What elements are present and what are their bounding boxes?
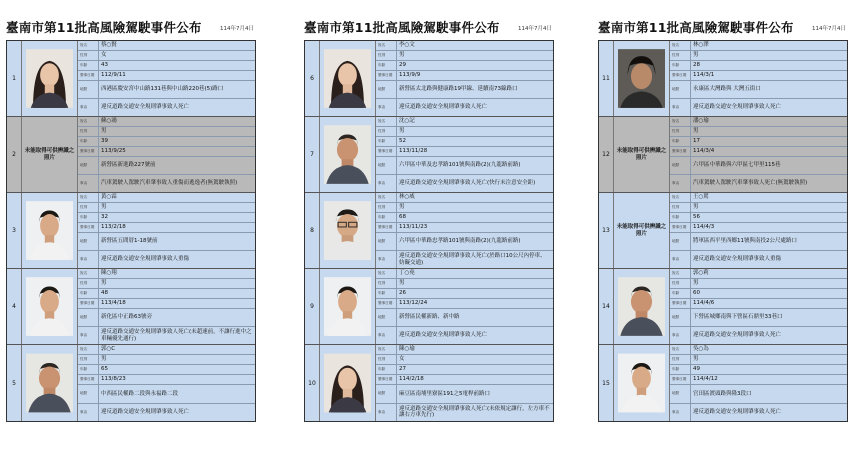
label-name: 姓名 — [670, 269, 691, 278]
driver-fields — [376, 117, 553, 192]
incident-place: 新化區中正路63號旁 — [101, 314, 152, 321]
driver-gender: 男 — [101, 356, 107, 363]
incident-place: 官田區渡頭路與隆3段口 — [693, 390, 752, 397]
label-offense: 事由 — [376, 99, 397, 116]
incident-date: 114/3/4 — [693, 148, 715, 155]
label-age: 年齡 — [78, 61, 99, 70]
label-gender: 性別 — [670, 355, 691, 364]
label-name: 姓名 — [78, 345, 99, 354]
driver-photo-cell — [22, 117, 78, 192]
entry-number: 5 — [7, 345, 22, 421]
photo-female — [324, 44, 371, 113]
driver-name: 李○文 — [399, 42, 415, 49]
photo-male-older — [324, 120, 371, 189]
driver-table — [304, 40, 554, 422]
driver-name: 沈○記 — [399, 118, 415, 125]
label-age: 年齡 — [670, 213, 691, 222]
driver-age: 29 — [399, 62, 406, 69]
driver-age: 56 — [693, 214, 700, 221]
incident-place: 六甲區中華路忠孝路101號與南路(2)(九龍路前路) — [399, 238, 521, 245]
label-name: 姓名 — [376, 193, 397, 202]
driver-name: 黃○霖 — [101, 194, 117, 201]
incident-date: 113/4/18 — [101, 300, 126, 307]
offense-description: 違反道路交通安全規則肇事致人死亡(快行未注意安全距) — [399, 180, 536, 187]
driver-entry — [305, 117, 553, 193]
driver-age: 68 — [399, 214, 406, 221]
driver-age: 32 — [101, 214, 108, 221]
driver-entry — [7, 345, 255, 421]
label-name: 姓名 — [670, 41, 691, 50]
driver-fields — [376, 269, 553, 344]
incident-place: 西港區慶安宮中山路131巷與中山路220巷(5)路口 — [101, 86, 224, 93]
incident-place: 中西區民權路二段與永福路二段 — [101, 390, 179, 397]
driver-photo-cell — [320, 193, 376, 268]
driver-photo-cell — [22, 345, 78, 421]
label-age: 年齡 — [78, 365, 99, 374]
label-name: 姓名 — [376, 345, 397, 354]
driver-age: 27 — [399, 366, 406, 373]
label-name: 姓名 — [376, 269, 397, 278]
label-name: 姓名 — [670, 117, 691, 126]
label-date: 肇事日期 — [78, 299, 99, 308]
driver-entry — [305, 269, 553, 345]
no-photo-note: 未能取得可供辨識之照片 — [616, 147, 667, 161]
offense-description: 汽車駕駛人駕駛汽車肇事致人死亡(無駕駛執照) — [693, 180, 808, 187]
label-gender: 性別 — [78, 127, 99, 136]
driver-entry — [7, 269, 255, 345]
offense-description: 違反道路交通安全規則肇事致人重傷 — [693, 256, 782, 263]
driver-entry — [305, 41, 553, 117]
label-date: 肇事日期 — [376, 223, 397, 232]
offense-description: 違反道路交通安全規則肇事致人死亡(未超速前，不讓行進中之車輛優先通行) — [101, 329, 252, 342]
label-gender: 性別 — [78, 203, 99, 212]
label-place: 地點 — [670, 157, 691, 174]
driver-photo-cell — [320, 345, 376, 421]
label-gender: 性別 — [376, 279, 397, 288]
offense-description: 違反道路交通安全規則肇事致人死亡 — [101, 104, 190, 111]
announcement-page-3 — [598, 14, 848, 416]
driver-fields — [670, 117, 847, 192]
incident-place: 新營區太北路與健康路19甲線、延續南73線路口 — [399, 86, 518, 93]
driver-name: 郭○C — [101, 346, 116, 353]
label-gender: 性別 — [376, 127, 397, 136]
label-name: 姓名 — [78, 117, 99, 126]
driver-name: 陳○瑜 — [399, 346, 415, 353]
entry-number: 15 — [599, 345, 614, 421]
label-gender: 性別 — [670, 127, 691, 136]
label-age: 年齡 — [376, 213, 397, 222]
driver-age: 43 — [101, 62, 108, 69]
label-offense: 事由 — [78, 404, 99, 422]
driver-age: 26 — [399, 290, 406, 297]
photo-male-older — [618, 272, 665, 341]
driver-gender: 男 — [693, 52, 699, 59]
label-offense: 事由 — [670, 175, 691, 192]
entry-number: 11 — [599, 41, 614, 116]
label-offense: 事由 — [376, 175, 397, 192]
label-gender: 性別 — [78, 279, 99, 288]
incident-place: 將軍區西平里西鄉11號與南投2公尺處路口 — [693, 238, 797, 245]
label-gender: 性別 — [670, 203, 691, 212]
driver-gender: 男 — [101, 280, 107, 287]
photo-male-older — [26, 348, 73, 418]
photo-male-dark — [618, 44, 665, 113]
driver-age: 39 — [101, 138, 108, 145]
label-age: 年齡 — [670, 289, 691, 298]
incident-date: 113/11/23 — [399, 224, 428, 231]
driver-name: 陳○翔 — [101, 270, 117, 277]
driver-fields — [670, 269, 847, 344]
label-place: 地點 — [78, 309, 99, 326]
entry-number: 4 — [7, 269, 22, 344]
page-title: 臺南市第11批高風險駕駛事件公布 — [598, 20, 794, 35]
label-age: 年齡 — [78, 289, 99, 298]
label-date: 肇事日期 — [376, 375, 397, 384]
driver-fields — [376, 41, 553, 116]
driver-age: 60 — [693, 290, 700, 297]
driver-fields — [78, 117, 255, 192]
label-offense: 事由 — [376, 327, 397, 344]
label-age: 年齡 — [670, 61, 691, 70]
label-name: 姓名 — [78, 41, 99, 50]
label-date: 肇事日期 — [376, 71, 397, 80]
entry-number: 12 — [599, 117, 614, 192]
driver-entry — [599, 193, 847, 269]
label-age: 年齡 — [376, 289, 397, 298]
driver-table — [6, 40, 256, 422]
driver-name: 丁○堯 — [399, 270, 415, 277]
page-date: 114年7月4日 — [518, 26, 552, 32]
incident-date: 113/11/28 — [399, 148, 428, 155]
driver-photo-cell — [614, 345, 670, 421]
label-offense: 事由 — [376, 404, 397, 422]
label-date: 肇事日期 — [78, 71, 99, 80]
driver-fields — [78, 269, 255, 344]
label-date: 肇事日期 — [670, 299, 691, 308]
label-place: 地點 — [78, 385, 99, 403]
incident-place: 新營區五間厝1-18號前 — [101, 238, 158, 245]
label-place: 地點 — [78, 157, 99, 174]
label-gender: 性別 — [376, 51, 397, 60]
announcement-page-1 — [6, 14, 256, 416]
entry-number: 1 — [7, 41, 22, 116]
incident-place: 麻豆區南埔里寮區191之5電桿前路口 — [399, 390, 490, 397]
label-place: 地點 — [670, 309, 691, 326]
driver-fields — [670, 345, 847, 421]
driver-fields — [78, 193, 255, 268]
incident-date: 114/4/12 — [693, 376, 718, 383]
driver-age: 65 — [101, 366, 108, 373]
driver-entry — [7, 117, 255, 193]
label-age: 年齡 — [78, 137, 99, 146]
label-place: 地點 — [376, 233, 397, 250]
label-place: 地點 — [670, 233, 691, 250]
incident-date: 112/9/11 — [101, 72, 126, 79]
incident-date: 114/4/6 — [693, 300, 715, 307]
driver-photo-cell — [614, 117, 670, 192]
photo-male — [324, 272, 371, 341]
photo-male — [26, 196, 73, 265]
driver-fields — [670, 41, 847, 116]
driver-photo-cell — [614, 193, 670, 268]
label-gender: 性別 — [670, 51, 691, 60]
label-offense: 事由 — [78, 251, 99, 268]
driver-gender: 男 — [693, 128, 699, 135]
incident-place: 永康區大灣路與 大灣五街口 — [693, 86, 761, 93]
driver-name: 蘇○鴻 — [101, 118, 117, 125]
driver-gender: 女 — [399, 356, 405, 363]
label-age: 年齡 — [670, 365, 691, 374]
driver-name: 郭○莉 — [693, 270, 709, 277]
label-date: 肇事日期 — [376, 147, 397, 156]
driver-age: 48 — [101, 290, 108, 297]
driver-photo-cell — [22, 41, 78, 116]
label-name: 姓名 — [376, 41, 397, 50]
entry-number: 7 — [305, 117, 320, 192]
label-offense: 事由 — [670, 251, 691, 268]
offense-description: 違反道路交通安全規則肇事致人死亡(於路口10公尺內停車、妨礙交通) — [399, 253, 546, 266]
label-date: 肇事日期 — [78, 147, 99, 156]
label-gender: 性別 — [376, 355, 397, 364]
incident-place: 六甲區中華及忠孝路101號與南路(2)(九龍路前路) — [399, 162, 521, 169]
label-name: 姓名 — [670, 345, 691, 354]
driver-photo-cell — [22, 193, 78, 268]
driver-name: 林○澤 — [693, 42, 709, 49]
offense-description: 違反道路交通安全規則肇事致人死亡 — [693, 332, 782, 339]
label-date: 肇事日期 — [670, 71, 691, 80]
driver-gender: 女 — [101, 52, 107, 59]
page-title: 臺南市第11批高風險駕駛事件公布 — [304, 20, 500, 35]
offense-description: 違反道路交通安全規則肇事致人死亡 — [399, 104, 488, 111]
driver-entry — [599, 117, 847, 193]
label-offense: 事由 — [670, 99, 691, 116]
driver-entry — [599, 345, 847, 421]
label-place: 地點 — [376, 385, 397, 403]
offense-description: 違反道路交通安全規則肇事致人重傷 — [101, 256, 190, 263]
driver-gender: 男 — [399, 204, 405, 211]
entry-number: 6 — [305, 41, 320, 116]
driver-name: 潘○瑜 — [693, 118, 709, 125]
driver-age: 49 — [693, 366, 700, 373]
label-date: 肇事日期 — [670, 223, 691, 232]
incident-place: 新營區新進路227號前 — [101, 162, 156, 169]
label-place: 地點 — [376, 157, 397, 174]
incident-date: 113/9/9 — [399, 72, 421, 79]
label-age: 年齡 — [376, 61, 397, 70]
entry-number: 3 — [7, 193, 22, 268]
label-offense: 事由 — [78, 327, 99, 344]
entry-number: 13 — [599, 193, 614, 268]
label-name: 姓名 — [670, 193, 691, 202]
label-place: 地點 — [376, 309, 397, 326]
driver-entry — [599, 41, 847, 117]
photo-male — [26, 272, 73, 341]
offense-description: 違反道路交通安全規則肇事致人死亡(未依規定讓行，左方車不讓右方車先行) — [399, 406, 550, 419]
label-name: 姓名 — [376, 117, 397, 126]
driver-gender: 男 — [693, 356, 699, 363]
offense-description: 汽車駕駛人駕駛汽車肇事致人重傷而逃逸者(無駕駛執照) — [101, 180, 238, 187]
incident-place: 新營區民權新路、新中路 — [399, 314, 460, 321]
label-age: 年齡 — [376, 137, 397, 146]
label-place: 地點 — [78, 81, 99, 98]
driver-photo-cell — [320, 41, 376, 116]
label-date: 肇事日期 — [670, 375, 691, 384]
driver-fields — [376, 193, 553, 268]
label-age: 年齡 — [78, 213, 99, 222]
offense-description: 違反道路交通安全規則肇事致人死亡 — [399, 332, 488, 339]
offense-description: 違反道路交通安全規則肇事致人死亡 — [101, 409, 190, 416]
driver-entry — [599, 269, 847, 345]
driver-gender: 男 — [399, 280, 405, 287]
driver-photo-cell — [614, 41, 670, 116]
driver-photo-cell — [320, 117, 376, 192]
driver-entry — [305, 345, 553, 421]
label-gender: 性別 — [670, 279, 691, 288]
driver-photo-cell — [22, 269, 78, 344]
label-date: 肇事日期 — [670, 147, 691, 156]
no-photo-note: 未能取得可供辨識之照片 — [616, 223, 667, 237]
entry-number: 2 — [7, 117, 22, 192]
driver-entry — [7, 193, 255, 269]
label-name: 姓名 — [78, 269, 99, 278]
label-place: 地點 — [376, 81, 397, 98]
incident-date: 114/4/3 — [693, 224, 715, 231]
incident-date: 113/12/24 — [399, 300, 428, 307]
label-name: 姓名 — [78, 193, 99, 202]
label-date: 肇事日期 — [78, 223, 99, 232]
label-offense: 事由 — [670, 404, 691, 422]
photo-male — [618, 348, 665, 418]
label-gender: 性別 — [376, 203, 397, 212]
driver-entry — [7, 41, 255, 117]
photo-male-glasses — [324, 196, 371, 265]
page-title: 臺南市第11批高風險駕駛事件公布 — [6, 20, 202, 35]
driver-gender: 男 — [693, 204, 699, 211]
label-place: 地點 — [670, 385, 691, 403]
driver-photo-cell — [614, 269, 670, 344]
entry-number: 10 — [305, 345, 320, 421]
incident-date: 113/2/18 — [101, 224, 126, 231]
driver-entry — [305, 193, 553, 269]
driver-name: 王○罵 — [693, 194, 709, 201]
label-place: 地點 — [78, 233, 99, 250]
label-age: 年齡 — [376, 365, 397, 374]
offense-description: 違反道路交通安全規則肇事致人死亡 — [693, 409, 782, 416]
incident-date: 114/2/18 — [399, 376, 424, 383]
incident-place: 六甲區中華路與六甲區七甲里115巷 — [693, 162, 781, 169]
incident-date: 113/8/23 — [101, 376, 126, 383]
driver-photo-cell — [320, 269, 376, 344]
label-date: 肇事日期 — [78, 375, 99, 384]
offense-description: 違反道路交通安全規則肇事致人死亡 — [693, 104, 782, 111]
page-date: 114年7月4日 — [812, 26, 846, 32]
incident-date: 113/9/25 — [101, 148, 126, 155]
photo-female — [324, 348, 371, 418]
driver-fields — [670, 193, 847, 268]
driver-table — [598, 40, 848, 422]
label-gender: 性別 — [78, 355, 99, 364]
label-offense: 事由 — [78, 175, 99, 192]
incident-date: 114/3/1 — [693, 72, 715, 79]
announcement-page-2 — [304, 14, 554, 419]
entry-number: 14 — [599, 269, 614, 344]
label-gender: 性別 — [78, 51, 99, 60]
driver-age: 28 — [693, 62, 700, 69]
entry-number: 8 — [305, 193, 320, 268]
incident-place: 下營區城鄉南與下營區石鼎里33巷口 — [693, 314, 783, 321]
label-place: 地點 — [670, 81, 691, 98]
driver-gender: 男 — [101, 204, 107, 211]
driver-age: 52 — [399, 138, 406, 145]
label-age: 年齡 — [670, 137, 691, 146]
driver-name: 吳○為 — [693, 346, 709, 353]
driver-name: 林○威 — [399, 194, 415, 201]
driver-fields — [376, 345, 553, 421]
driver-name: 蔡○賢 — [101, 42, 117, 49]
driver-gender: 男 — [399, 52, 405, 59]
driver-fields — [78, 345, 255, 421]
label-offense: 事由 — [376, 251, 397, 268]
entry-number: 9 — [305, 269, 320, 344]
driver-fields — [78, 41, 255, 116]
label-date: 肇事日期 — [376, 299, 397, 308]
no-photo-note: 未能取得可供辨識之照片 — [24, 147, 75, 161]
driver-gender: 男 — [101, 128, 107, 135]
photo-female — [26, 44, 73, 113]
driver-age: 17 — [693, 138, 700, 145]
driver-gender: 男 — [399, 128, 405, 135]
label-offense: 事由 — [78, 99, 99, 116]
page-date: 114年7月4日 — [220, 26, 254, 32]
label-offense: 事由 — [670, 327, 691, 344]
driver-gender: 男 — [693, 280, 699, 287]
